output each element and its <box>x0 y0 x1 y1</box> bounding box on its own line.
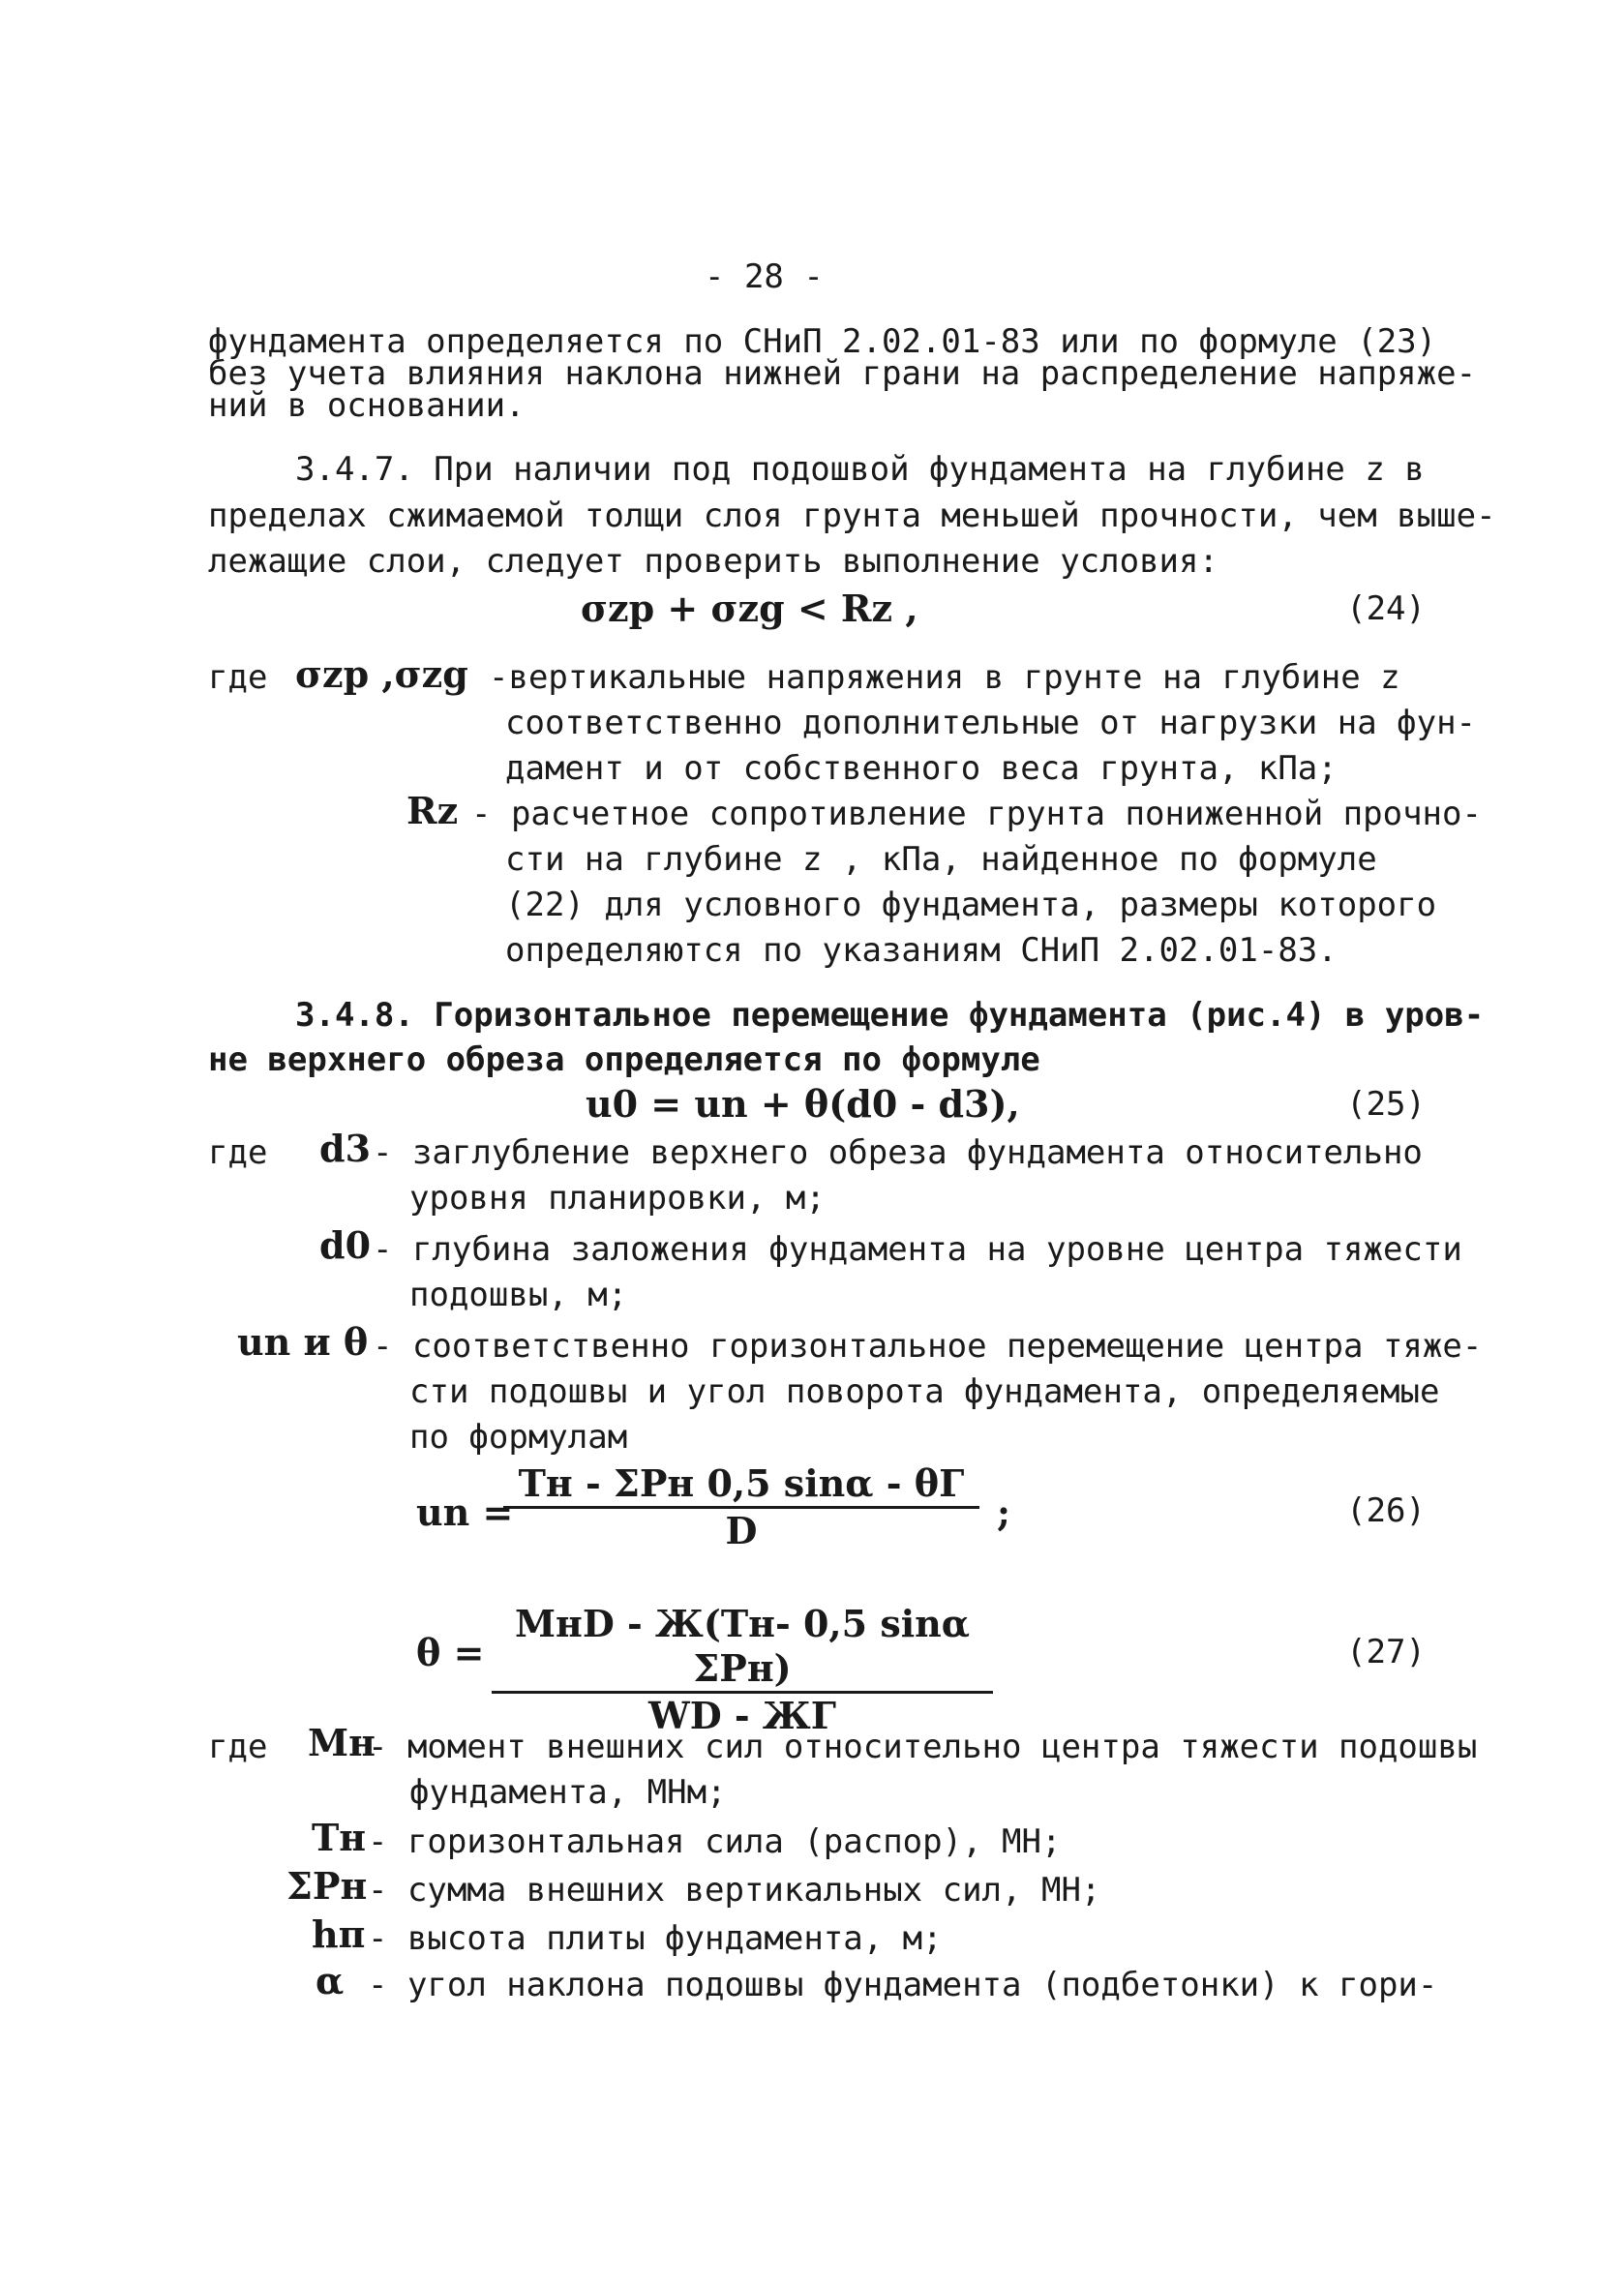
rz-def-line-4: определяются по указаниям СНиП 2.02.01-83. <box>505 931 1338 970</box>
formula-26-semicolon: ; <box>997 1490 1011 1534</box>
un-def-line-3: по формулам <box>409 1418 628 1457</box>
eq-number-27: (27) <box>1346 1633 1426 1671</box>
formula-26-lhs: un = <box>416 1490 514 1534</box>
formula-26-numerator: Tн - ΣPн 0,5 sinα - θГ <box>503 1461 979 1509</box>
m-def-line-1: - момент внешних сил относительно центра тяжести подошвы <box>368 1728 1478 1766</box>
formula-27-fraction <box>492 1602 993 1738</box>
t-def-line-1: - горизонтальная сила (распор), МН; <box>368 1822 1062 1861</box>
page-number: - 28 - <box>705 257 824 296</box>
h-def-line-1: - высота плиты фундамента, м; <box>368 1919 943 1958</box>
s347-line-3: лежащие слои, следует проверить выполнение условия: <box>208 542 1218 581</box>
eq-number-25: (25) <box>1346 1085 1426 1124</box>
sum-p-symbol: ΣPн <box>286 1864 368 1908</box>
intro-line-2: без учета влияния наклона нижней грани на распределение напряже- <box>208 354 1477 393</box>
un-def-line-1: - соответственно горизонтальное перемещение центра тяже- <box>373 1327 1483 1366</box>
where-label-1: где <box>208 658 268 697</box>
intro-line-1: фундамента определяется по СНиП 2.02.01-83 или по формуле (23) <box>208 322 1437 361</box>
formula-27-lhs: θ = <box>416 1631 485 1674</box>
formula-27-numerator: MнD - Ж(Tн- 0,5 sinα ΣPн) <box>492 1602 993 1694</box>
formula-26-denominator: D <box>725 1509 758 1552</box>
eq-number-26: (26) <box>1346 1491 1426 1530</box>
d0-def-line-1: - глубина заложения фундамента на уровне центра тяжести <box>373 1230 1462 1269</box>
d0-symbol: d0 <box>319 1223 372 1267</box>
h-symbol: hп <box>312 1912 366 1956</box>
s347-line-2: пределах сжимаемой толщи слоя грунта меньшей прочности, чем выше- <box>208 497 1496 535</box>
sigma-def-line-3: дамент и от собственного веса грунта, кПа; <box>505 749 1338 788</box>
formula-26-fraction <box>503 1461 979 1553</box>
d3-symbol: d3 <box>319 1127 372 1170</box>
d0-def-line-2: подошвы, м; <box>409 1276 628 1314</box>
p-def-line-1: - сумма внешних вертикальных сил, МН; <box>368 1871 1101 1910</box>
s347-line-1: 3.4.7. При наличии под подошвой фундамента на глубине z в <box>295 450 1425 489</box>
alpha-symbol: α <box>316 1959 345 2002</box>
s348-line-1: 3.4.8. Горизонтальное перемещение фундамента (рис.4) в уров- <box>295 996 1485 1035</box>
un-def-line-2: сти подошвы и угол поворота фундамента, определяемые <box>409 1372 1440 1411</box>
d3-def-line-2: уровня планировки, м; <box>409 1179 826 1218</box>
s348-line-2: не верхнего обреза определяется по формуле <box>208 1040 1040 1079</box>
formula-27-denominator: WD - ЖГ <box>648 1694 836 1737</box>
a-def-line-1: - угол наклона подошвы фундамента (подбетонки) к гори- <box>368 1966 1438 2004</box>
t-symbol: Tн <box>312 1816 367 1859</box>
m-symbol: Mн <box>308 1721 376 1764</box>
where-label-2: где <box>208 1133 268 1172</box>
sigma-def-line-1: -вертикальные напряжения в грунте на глубине z <box>489 658 1400 697</box>
rz-def-line-3: (22) для условного фундамента, размеры которого <box>505 886 1437 924</box>
formula-24: σzp + σzg < Rz , <box>581 587 918 630</box>
rz-symbol: Rz <box>406 789 459 832</box>
un-theta-symbol: un и θ <box>237 1320 369 1364</box>
m-def-line-2: фундамента, МНм; <box>409 1773 727 1812</box>
sigma-def-line-2: соответственно дополнительные от нагрузки на фун- <box>505 704 1477 742</box>
d3-def-line-1: - заглубление верхнего обреза фундамента относительно <box>373 1133 1423 1172</box>
intro-line-3: ний в основании. <box>208 386 526 425</box>
formula-25: u0 = un + θ(d0 - d3), <box>586 1082 1020 1126</box>
rz-def-line-1: - расчетное сопротивление грунта пониженной прочно- <box>471 795 1482 833</box>
where-label-3: где <box>208 1728 268 1766</box>
eq-number-24: (24) <box>1346 589 1426 628</box>
rz-def-line-2: сти на глубине z , кПа, найденное по формуле <box>505 840 1377 879</box>
sigma-symbol: σzp ,σzg <box>295 652 468 696</box>
